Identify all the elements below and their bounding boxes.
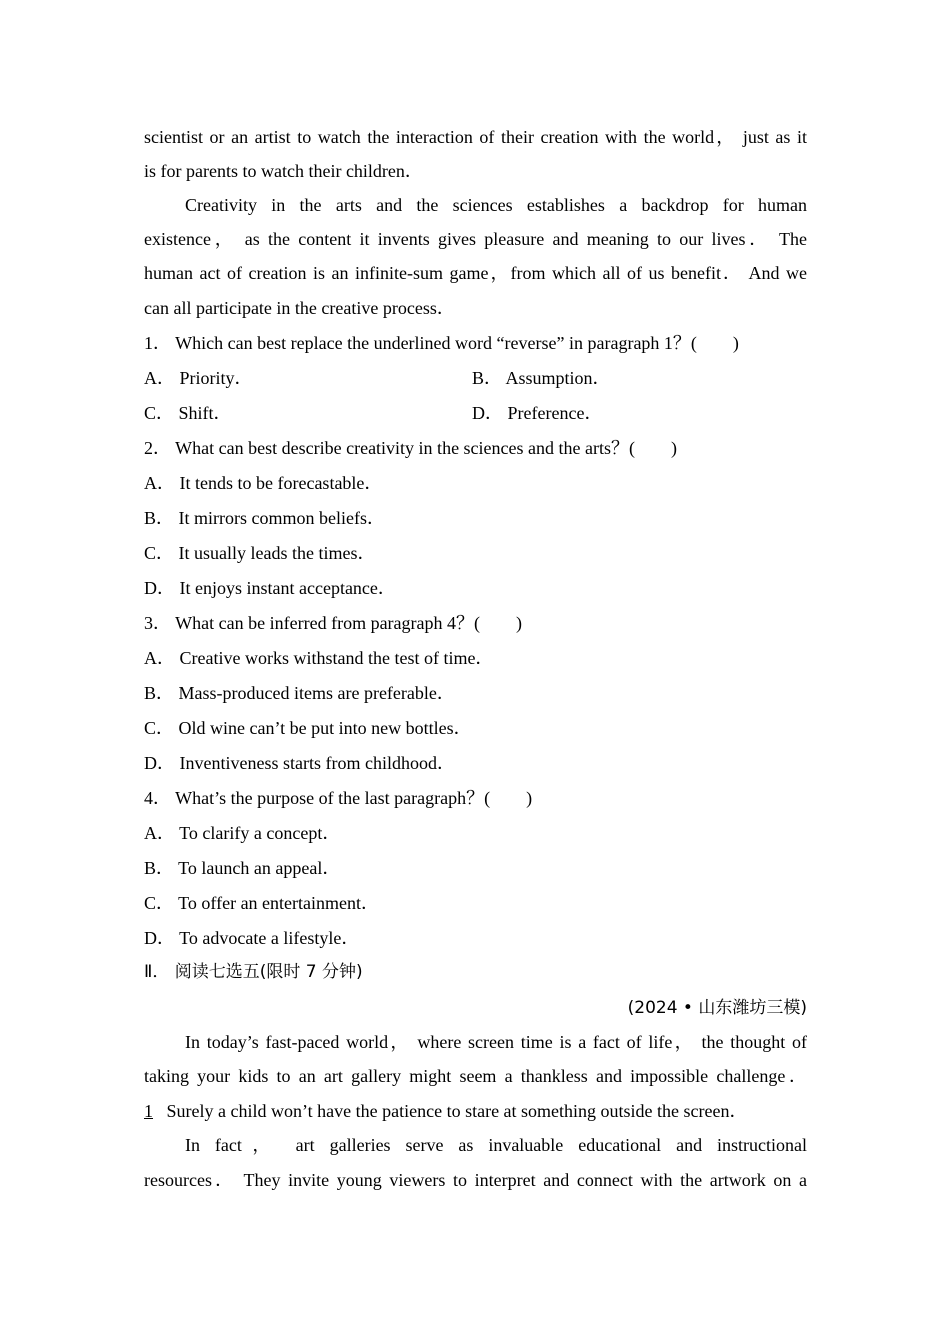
passage-line-5: human act of creation is an infinite-sum game，from which all of us benefit． And we [144, 263, 807, 283]
section-2-source-text: (2024 • 山东潍坊三模) [627, 998, 807, 1018]
question-1-stem: 1． Which can best replace the underlined word “reverse” in paragraph 1？( ) [144, 333, 739, 353]
question-4-option-c[interactable]: C． To offer an entertainment． [144, 893, 380, 913]
question-1-options-row-2 [144, 401, 807, 425]
question-1-option-a[interactable]: A． Priority． [144, 368, 253, 388]
question-3-stem: 3． What can be inferred from paragraph 4？( ) [144, 613, 523, 633]
passage-line-2: is for parents to watch their children． [144, 161, 423, 181]
section-2-line-3 [144, 1099, 807, 1123]
answer-blank-1[interactable]: 1 [144, 1101, 153, 1121]
question-2-option-c[interactable]: C． It usually leads the times． [144, 543, 376, 563]
question-2-option-a[interactable]: A． It tends to be forecastable． [144, 473, 383, 493]
question-2-option-b[interactable]: B． It mirrors common beliefs． [144, 508, 385, 528]
question-1-option-b[interactable]: B． Assumption． [472, 368, 611, 388]
section-2-line-5: resources． They invite young viewers to interpret and connect with the artwork on a [144, 1170, 807, 1190]
question-3-option-a[interactable]: A． Creative works withstand the test of time． [144, 648, 494, 668]
section-2-source [144, 995, 807, 1020]
question-1-option-c[interactable]: C． Shift． [144, 403, 232, 423]
section-2-line-2: taking your kids to an art gallery might seem a thankless and impossible challenge． [144, 1066, 807, 1086]
question-3-option-b[interactable]: B． Mass-produced items are preferable． [144, 683, 455, 703]
question-3-option-c[interactable]: C． Old wine can’t be put into new bottles． [144, 718, 472, 738]
question-3-option-d[interactable]: D． Inventiveness starts from childhood． [144, 753, 455, 773]
passage-line-3: Creativity in the arts and the sciences establishes a backdrop for human [185, 195, 807, 215]
passage-line-1: scientist or an artist to watch the interaction of their creation with the world， just as it [144, 127, 807, 147]
question-1-options-row-1 [144, 366, 807, 390]
passage-line-6: can all participate in the creative process． [144, 298, 455, 318]
section-2-line-3-text: Surely a child won’t have the patience to stare at something outside the screen． [166, 1101, 748, 1121]
question-4-option-a[interactable]: A． To clarify a concept． [144, 823, 341, 843]
section-2-heading: Ⅱ． 阅读七选五(限时 7 分钟) [144, 962, 363, 982]
question-2-stem: 2． What can best describe creativity in the sciences and the arts？( ) [144, 438, 677, 458]
question-4-stem: 4． What’s the purpose of the last paragraph？( ) [144, 788, 533, 808]
passage-line-4: existence， as the content it invents gives pleasure and meaning to our lives． The [144, 229, 807, 249]
section-2-line-1: In today’s fast-paced world， where screen time is a fact of life， the thought of [185, 1032, 807, 1052]
question-4-option-b[interactable]: B． To launch an appeal． [144, 858, 341, 878]
section-2-line-4: In fact， art galleries serve as invaluable educational and instructional [185, 1135, 807, 1155]
question-1-option-d[interactable]: D． Preference． [472, 403, 603, 423]
question-4-option-d[interactable]: D． To advocate a lifestyle． [144, 928, 360, 948]
question-2-option-d[interactable]: D． It enjoys instant acceptance． [144, 578, 396, 598]
